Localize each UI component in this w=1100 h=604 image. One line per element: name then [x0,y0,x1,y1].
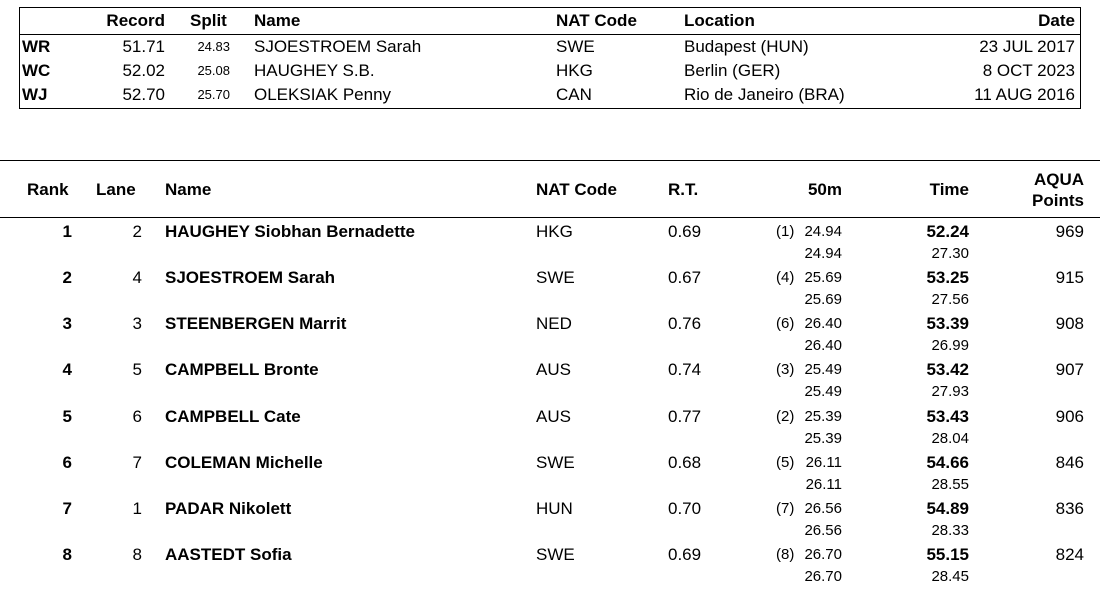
result-rank: 6 [62,453,72,472]
records-table [19,7,1081,109]
result-second-50: 26.99 [931,337,969,354]
result-lane: 5 [132,360,142,379]
result-split-50m: 25.39 [804,408,842,425]
records-header-name: Name [254,11,301,30]
record-date: 11 AUG 2016 [974,85,1075,104]
result-rank: 7 [62,499,72,518]
result-time: 55.15 [926,545,969,564]
result-split-rank: (2) [776,408,795,425]
result-nat: SWE [536,453,575,472]
result-reaction-time: 0.76 [668,314,702,333]
result-row [0,405,1100,451]
result-second-50: 28.33 [931,522,969,539]
result-rank: 2 [62,268,72,287]
result-time: 53.43 [926,407,969,426]
result-time: 54.66 [926,453,969,472]
results-header-aqua: AQUA [1033,170,1084,189]
result-split-cumulative: 26.11 [805,476,842,493]
result-split-cumulative: 24.94 [804,245,842,262]
record-location: Budapest (HUN) [684,37,809,56]
result-split-cumulative: 26.40 [804,337,842,354]
record-date: 8 OCT 2023 [982,61,1075,80]
result-row [0,358,1100,404]
result-reaction-time: 0.67 [668,268,702,287]
result-name: HAUGHEY Siobhan Bernadette [165,222,416,241]
result-nat: AUS [536,407,571,426]
record-row [20,35,1080,59]
record-row [20,59,1080,83]
record-split: 24.83 [197,39,230,54]
result-reaction-time: 0.70 [668,499,702,518]
result-split-rank: (8) [776,546,795,563]
result-split-50m: 25.49 [804,361,842,378]
result-nat: HKG [536,222,573,241]
result-nat: AUS [536,360,571,379]
result-nat: SWE [536,268,575,287]
record-location: Berlin (GER) [684,61,781,80]
result-aqua-points: 915 [1055,268,1084,287]
result-name: CAMPBELL Bronte [165,360,319,379]
record-code: WR [22,37,51,56]
results-header-50m: 50m [807,180,842,199]
result-split-cumulative: 25.39 [804,430,842,447]
result-split-50m: 26.56 [804,500,842,517]
result-reaction-time: 0.69 [668,222,702,241]
records-header-record: Record [106,11,165,30]
result-split-rank: (5) [776,454,795,471]
record-nat: HKG [556,61,593,80]
result-row [0,266,1100,312]
results-header-nat: NAT Code [536,180,617,199]
result-reaction-time: 0.68 [668,453,702,472]
result-split-50m: 26.40 [804,315,842,332]
result-lane: 1 [132,499,142,518]
result-rank: 1 [62,222,72,241]
results-header [0,160,1100,218]
record-date: 23 JUL 2017 [979,37,1075,56]
record-location: Rio de Janeiro (BRA) [684,85,845,104]
record-name: HAUGHEY S.B. [254,61,375,80]
result-rank: 5 [62,407,72,426]
result-reaction-time: 0.74 [668,360,702,379]
record-code: WC [22,61,51,80]
result-lane: 8 [132,545,142,564]
results-header-points: Points [1032,191,1084,210]
result-lane: 3 [132,314,142,333]
record-time: 52.02 [122,61,165,80]
result-name: SJOESTROEM Sarah [165,268,336,287]
result-aqua-points: 907 [1055,360,1084,379]
record-split: 25.08 [197,63,230,78]
result-split-50m: 25.69 [804,269,842,286]
result-time: 53.25 [926,268,969,287]
record-nat: SWE [556,37,595,56]
result-name: CAMPBELL Cate [165,407,301,426]
result-row [0,220,1100,266]
result-split-rank: (1) [776,223,795,240]
record-row [20,83,1080,107]
result-lane: 6 [132,407,142,426]
result-second-50: 27.93 [931,383,969,400]
result-rank: 4 [62,360,72,379]
record-time: 51.71 [122,37,165,56]
result-time: 53.39 [926,314,969,333]
result-reaction-time: 0.77 [668,407,702,426]
result-aqua-points: 836 [1055,499,1084,518]
result-lane: 7 [132,453,142,472]
result-row [0,497,1100,543]
results-header-rank: Rank [27,180,69,199]
result-aqua-points: 846 [1055,453,1084,472]
result-split-50m: 26.70 [804,546,842,563]
results-header-time: Time [929,180,969,199]
result-second-50: 27.30 [931,245,969,262]
result-split-50m: 26.11 [805,454,842,471]
result-rank: 8 [62,545,72,564]
result-second-50: 28.04 [931,430,969,447]
result-split-cumulative: 26.56 [804,522,842,539]
result-split-cumulative: 25.69 [804,291,842,308]
record-name: SJOESTROEM Sarah [254,37,422,56]
result-name: AASTEDT Sofia [165,545,292,564]
record-time: 52.70 [122,85,165,104]
result-second-50: 28.45 [931,568,969,585]
result-aqua-points: 908 [1055,314,1084,333]
results-header-lane: Lane [96,180,136,199]
record-split: 25.70 [197,87,230,102]
records-header [20,8,1080,35]
result-split-rank: (7) [776,500,795,517]
record-nat: CAN [556,85,592,104]
result-nat: SWE [536,545,575,564]
result-split-50m: 24.94 [804,223,842,240]
results-header-rt: R.T. [668,180,699,199]
result-lane: 2 [132,222,142,241]
result-name: COLEMAN Michelle [165,453,323,472]
records-header-date: Date [1038,11,1075,30]
records-header-location: Location [684,11,755,30]
records-header-nat: NAT Code [556,11,637,30]
result-rank: 3 [62,314,72,333]
result-split-rank: (4) [776,269,795,286]
result-nat: NED [536,314,572,333]
result-split-cumulative: 25.49 [804,383,842,400]
result-split-rank: (3) [776,361,795,378]
result-split-cumulative: 26.70 [804,568,842,585]
result-split-rank: (6) [776,315,795,332]
result-name: PADAR Nikolett [165,499,292,518]
result-second-50: 27.56 [931,291,969,308]
records-header-split: Split [190,11,227,30]
result-name: STEENBERGEN Marrit [165,314,347,333]
result-aqua-points: 969 [1055,222,1084,241]
result-lane: 4 [132,268,142,287]
result-row [0,312,1100,358]
result-time: 53.42 [926,360,969,379]
result-second-50: 28.55 [931,476,969,493]
record-name: OLEKSIAK Penny [254,85,392,104]
result-aqua-points: 906 [1055,407,1084,426]
result-time: 52.24 [926,222,969,241]
result-row [0,543,1100,589]
result-row [0,451,1100,497]
results-header-name: Name [165,180,212,199]
record-code: WJ [22,85,48,104]
result-reaction-time: 0.69 [668,545,702,564]
result-aqua-points: 824 [1055,545,1084,564]
result-time: 54.89 [926,499,969,518]
result-nat: HUN [536,499,573,518]
